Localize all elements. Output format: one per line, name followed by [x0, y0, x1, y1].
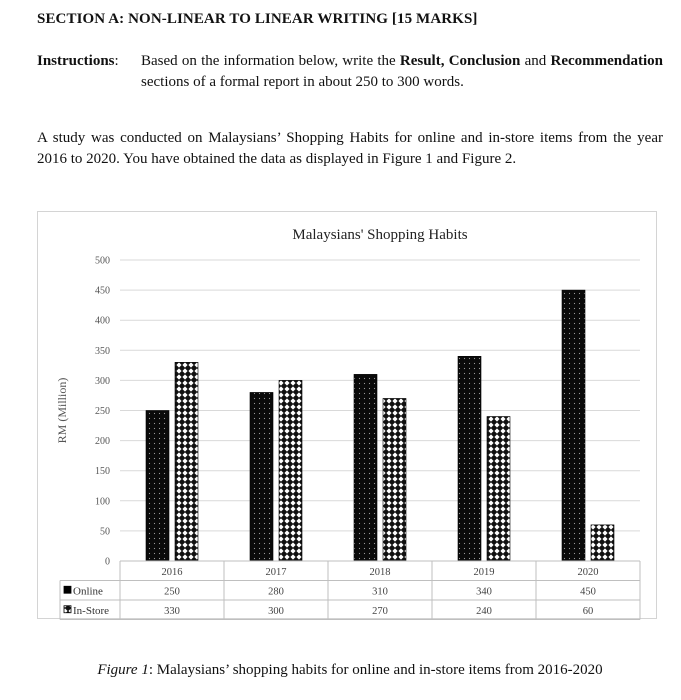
data-table-value: 300: [268, 605, 284, 617]
bar-in-store-2016: [175, 362, 198, 561]
bar-in-store-2017: [279, 380, 302, 561]
instructions-block: [37, 51, 663, 93]
data-table-value: 340: [476, 586, 492, 598]
y-axis-label: RM (Million): [55, 377, 69, 444]
bar-online-2016: [146, 411, 169, 562]
x-tick-label: 2017: [265, 567, 287, 578]
bar-in-store-2020: [591, 525, 614, 561]
intro-paragraph: A study was conducted on Malaysians’ Shopping Habits for online and in-store items from the year 2016 to 2020. You have obtained the data as displayed in Figure 1 and Figure 2.: [37, 130, 663, 167]
bar-online-2018: [354, 374, 377, 561]
x-tick-label: 2019: [473, 567, 495, 578]
x-tick-label: 2016: [161, 567, 183, 578]
x-tick-label: 2018: [369, 567, 391, 578]
data-table-value: 240: [476, 605, 492, 617]
data-table-value: 310: [372, 586, 388, 598]
legend-key-online: [64, 586, 71, 593]
y-tick-label: 100: [95, 496, 110, 508]
bar-chart: [38, 212, 658, 620]
y-tick-label: 300: [95, 375, 110, 387]
bar-online-2019: [458, 356, 481, 561]
bar-online-2017: [250, 392, 273, 561]
figure-1: [37, 211, 657, 619]
legend-key-in-store: [64, 606, 71, 613]
bar-online-2020: [562, 290, 585, 561]
instructions-label: Instructions:: [37, 53, 119, 69]
y-tick-label: 500: [95, 255, 110, 267]
data-table-value: 280: [268, 586, 284, 598]
data-table-value: 270: [372, 605, 388, 617]
y-tick-label: 200: [95, 436, 110, 448]
legend-label: In-Store: [73, 604, 110, 617]
data-table-value: 60: [582, 605, 594, 617]
section-heading: SECTION A: NON-LINEAR TO LINEAR WRITING [15 MARKS]: [37, 11, 478, 27]
data-table-value: 250: [164, 586, 180, 598]
instructions-text: Based on the information below, write the Result, Conclusion and Recommendation sections of a formal report in about 250 to 300 words.: [141, 53, 663, 90]
y-tick-label: 450: [95, 285, 110, 297]
data-table-value: 450: [580, 586, 596, 598]
y-tick-label: 400: [95, 315, 110, 327]
y-tick-label: 250: [95, 406, 110, 417]
bar-in-store-2018: [383, 398, 406, 561]
y-tick-label: 0: [105, 556, 110, 568]
data-table-value: 330: [164, 605, 180, 617]
legend-label: Online: [73, 585, 103, 598]
bar-in-store-2019: [487, 417, 510, 561]
chart-title: Malaysians' Shopping Habits: [292, 227, 468, 243]
y-tick-label: 350: [95, 345, 110, 357]
y-tick-label: 50: [100, 526, 110, 538]
y-tick-label: 150: [95, 466, 110, 478]
figure-caption: Figure 1: Malaysians’ shopping habits for online and in-store items from 2016-2020: [97, 662, 603, 678]
x-tick-label: 2020: [577, 567, 599, 578]
